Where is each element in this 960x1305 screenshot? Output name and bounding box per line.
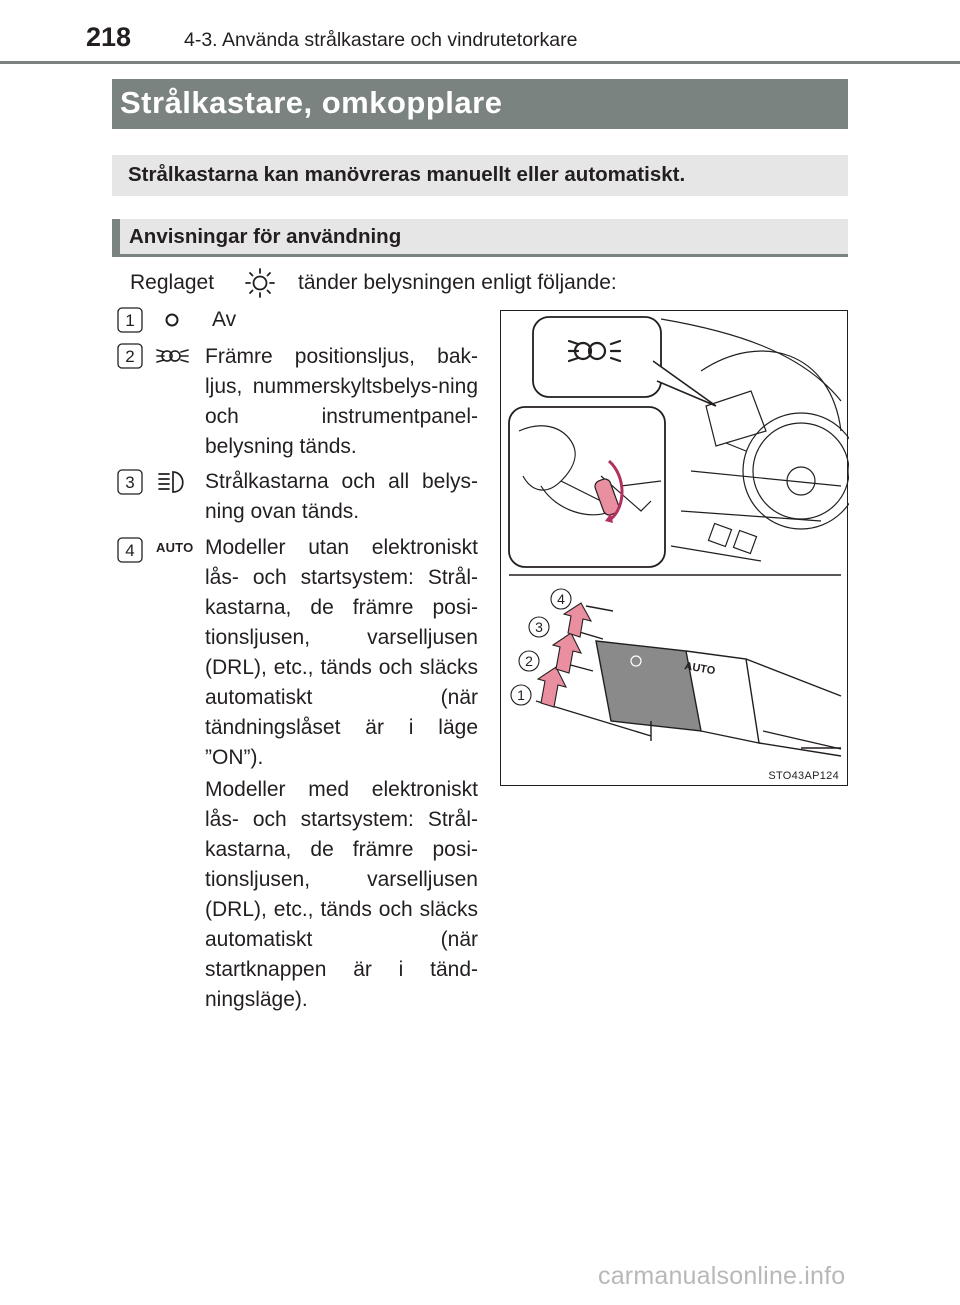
item-number-4 xyxy=(117,537,143,563)
section-heading: Anvisningar för användning xyxy=(129,225,402,248)
title-bar xyxy=(112,79,848,129)
svg-text:4: 4 xyxy=(557,591,565,607)
item-4-text: Modeller utan elektroniskt lås- och startsystem: Strål-kastarna, de främre posi-tionsljusen, varselljusen (DRL), etc., tänds och släcks automatiskt (när tändningslåset är i läge ”ON”). xyxy=(205,536,478,769)
lead-text-after: tänder belysningen enligt följande: xyxy=(298,271,617,294)
running-head: 4-3. Använda strålkastare och vindrutetorkare xyxy=(184,29,578,51)
light-switch-icon xyxy=(242,265,278,301)
figure-caption: STO43AP124 xyxy=(768,770,839,782)
page-title: Strålkastare, omkopplare xyxy=(120,85,503,120)
svg-text:4: 4 xyxy=(125,541,135,560)
svg-text:1: 1 xyxy=(125,311,135,330)
headlight-switch-illustration xyxy=(501,311,849,787)
intro-box xyxy=(112,155,848,196)
svg-text:2: 2 xyxy=(525,653,533,669)
lead-text-before: Reglaget xyxy=(130,271,215,294)
svg-text:1: 1 xyxy=(517,687,525,703)
item-1-text: Av xyxy=(212,308,237,331)
page-number: 218 xyxy=(86,22,132,52)
item-number-3 xyxy=(117,469,143,495)
svg-text:AUTO: AUTO xyxy=(683,660,717,678)
auto-label: AUTO xyxy=(156,540,194,555)
item-4-text-2: Modeller med elektroniskt lås- och startsystem: Strål-kastarna, de främre posi-tionsljusen, varselljusen (DRL), etc., tänds och släcks automatiskt (när startknappen är i tänd-ningsläge). xyxy=(205,778,478,1011)
watermark: carmanualsonline.info xyxy=(598,1262,846,1290)
section-heading-box xyxy=(112,219,848,257)
illustration xyxy=(500,310,848,786)
position-lights-icon xyxy=(155,344,191,368)
svg-text:3: 3 xyxy=(535,619,543,635)
header-rule xyxy=(0,61,960,64)
intro-text: Strålkastarna kan manövreras manuellt eller automatiskt. xyxy=(128,163,686,186)
svg-text:2: 2 xyxy=(125,347,135,366)
headlight-icon xyxy=(157,469,189,495)
svg-text:3: 3 xyxy=(125,473,135,492)
item-number-1 xyxy=(117,307,143,333)
item-3-text: Strålkastarna och all belys-ning ovan tänds. xyxy=(205,470,478,523)
item-number-2 xyxy=(117,343,143,369)
item-2-text: Främre positionsljus, bak-ljus, nummerskyltsbelys-ning och instrumentpanel-belysning tänds. xyxy=(205,345,478,458)
off-circle-icon xyxy=(163,311,181,329)
